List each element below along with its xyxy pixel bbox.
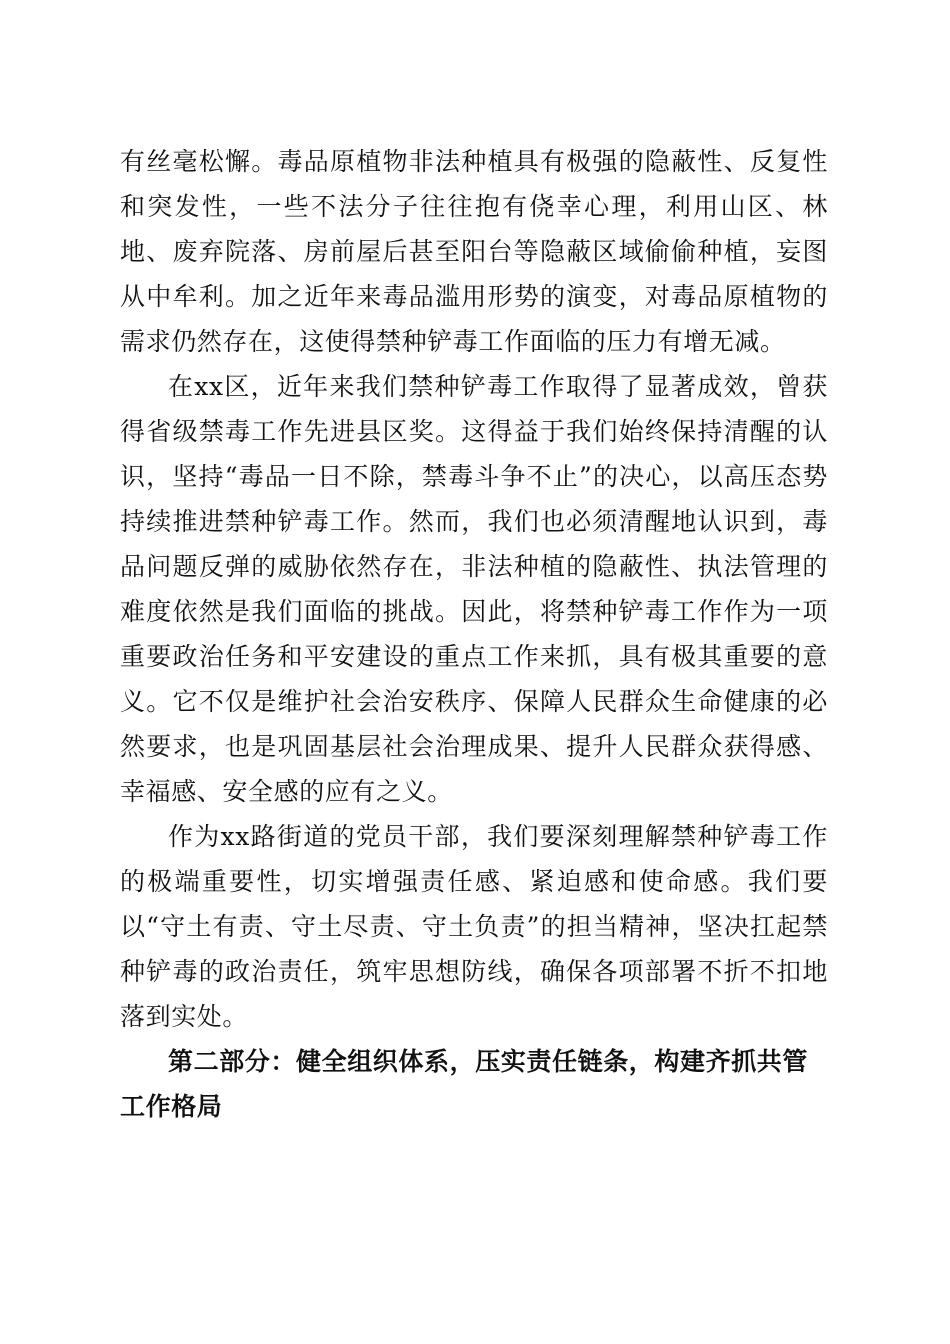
- document-body: [120, 139, 828, 1129]
- paragraph-district-achievements: 在xx区，近年来我们禁种铲毒工作取得了显著成效，曾获得省级禁毒工作先进县区奖。这得益于我们始终保持清醒的认识，坚持“毒品一日不除，禁毒斗争不止”的决心，以高压态势持续推进禁种铲毒工作。然而，我们也必须清醒地认识到，毒品问题反弹的威胁依然存在，非法种植的隐蔽性、执法管理的难度依然是我们面临的挑战。因此，将禁种铲毒工作作为一项重要政治任务和平安建设的重点工作来抓，具有极其重要的意义。它不仅是维护社会治安秩序、保障人民群众生命健康的必然要求，也是巩固基层社会治理成果、提升人民群众获得感、幸福感、安全感的应有之义。: [120, 372, 828, 806]
- paragraph-continuation: 有丝毫松懈。毒品原植物非法种植具有极强的隐蔽性、反复性和突发性，一些不法分子往往抱有侥幸心理，利用山区、林地、废弃院落、房前屋后甚至阳台等隐蔽区域偷偷种植，妄图从中牟利。加之近年来毒品滥用形势的演变，对毒品原植物的需求仍然存在，这使得禁种铲毒工作面临的压力有增无减。: [120, 147, 828, 356]
- paragraph-party-responsibility: 作为xx路街道的党员干部，我们要深刻理解禁种铲毒工作的极端重要性，切实增强责任感、紧迫感和使命感。我们要以“守土有责、守土尽责、守土负责”的担当精神，坚决扛起禁种铲毒的政治责任，筑牢思想防线，确保各项部署不折不扣地落到实处。: [120, 822, 828, 1031]
- section-heading: 第二部分：健全组织体系，压实责任链条，构建齐抓共管工作格局: [120, 1047, 809, 1121]
